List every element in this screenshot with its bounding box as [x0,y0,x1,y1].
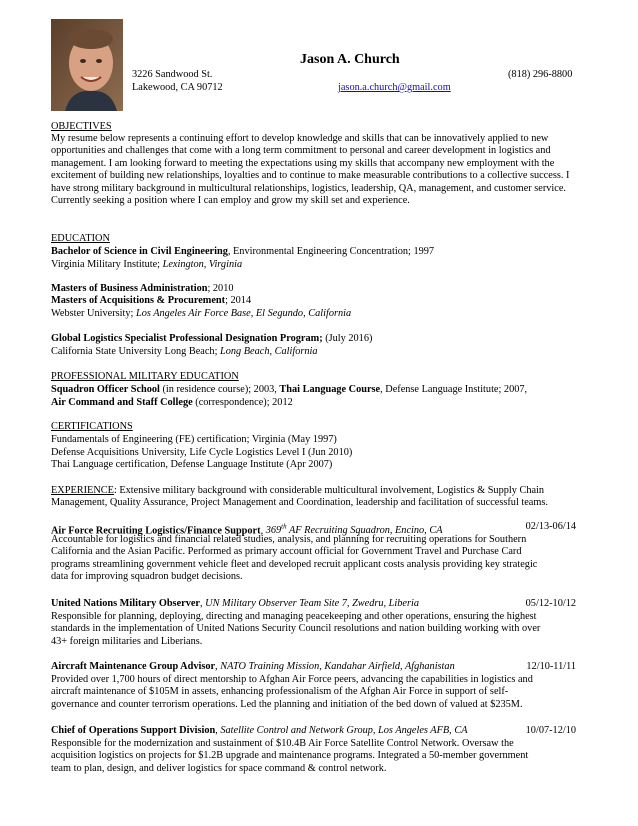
job-separator: , [215,661,221,672]
degree-year: (July 2016) [322,333,373,344]
job-description-line: Provided over 1,700 hours of direct mentorship to Afghan Air Force peers, advancing the capabilities in logistics and [51,673,533,685]
course-name: Thai Language Course [279,384,381,395]
certification-item: Fundamentals of Engineering (FE) certification; Virginia (May 1997) [51,434,337,445]
education-school-1 [51,259,242,272]
job-description-line: data for improving squadron budget decisions. [51,571,243,582]
job-title: Air Force Recruiting Logistics/Finance Support [51,525,261,537]
experience-heading: EXPERIENCE [51,485,114,496]
job-description-line: Accountable for logistics and financial related studies, analysis, and planning for recruiting operations for Southern [51,533,527,545]
military-education-line-2 [51,397,293,410]
job-header [51,661,576,674]
job-organization: Satellite Control and Network Group, Los Angeles AFB, CA [220,725,468,736]
job-organization: 369th AF Recruiting Squadron, Encino, CA [265,523,443,537]
education-school-3 [51,308,351,321]
certification-item: Thai Language certification, Defense Language Institute (Apr 2007) [51,459,333,470]
job-description-line: Responsible for the modernization and sustainment of $10.4B Air Force Satellite Control Network. Oversaw the [51,737,514,749]
school-location: Los Angeles Air Force Base, El Segundo, California [135,308,352,319]
job-entry [51,598,576,648]
email-link[interactable]: jason.a.church@gmail.com [338,82,451,93]
education-entry-2 [51,283,234,296]
degree-name: Masters of Acquisitions & Procurement [51,295,226,306]
military-education-line-1 [51,384,527,397]
certification-item: Defense Acquisitions University, Life Cycle Logistics Level I (Jun 2010) [51,447,353,458]
job-description-line: aircraft maintenance of $105M in assets, enhancing professionalism of the Afghan Air Force in support of self- [51,686,509,697]
school-name: California State University Long Beach; [51,346,220,357]
objectives-heading: OBJECTIVES [51,121,112,132]
job-separator: , [215,725,221,736]
job-header [51,725,576,738]
job-description-line: programs streamlining government vehicle fleet and developed recruit applicant costs analysis providing key strategic [51,558,538,570]
degree-name: Global Logistics Specialist Professional Designation Program; [51,333,323,344]
job-title: Aircraft Maintenance Group Advisor [51,661,216,672]
job-dates: 12/10-11/11 [526,661,576,672]
military-education-heading: PROFESSIONAL MILITARY EDUCATION [51,371,239,382]
job-description-line: team to plan, design, and deliver logistics for space command & control network. [51,762,387,774]
job-description-line: governance and counter terrorism operations. Led the planning and initiation of the bed down of valued at $235M. [51,698,523,710]
job-title: Chief of Operations Support Division [51,725,216,736]
job-dates: 10/07-12/10 [525,725,576,736]
certifications-heading: CERTIFICATIONS [51,421,133,432]
job-description-line: acquisition logistics on projects for $1.2B upgrade and maintenance programs. Integrated a 50-member government [51,750,529,761]
job-entry [51,725,576,775]
job-description-line: 43+ foreign militaries and Liberians. [51,635,203,647]
job-dates: 05/12-10/12 [525,598,576,609]
education-heading: EDUCATION [51,233,110,244]
education-entry-1 [51,246,434,259]
degree-details: , Environmental Engineering Concentration; 1997 [227,246,435,257]
degree-name: Masters of Business Administration [51,283,208,294]
job-separator: , [260,525,266,537]
job-description-line: standards in the implementation of United Nations Security Council resolutions and nation building working with over [51,623,541,634]
education-school-4 [51,346,318,359]
course-details: (correspondence); 2012 [192,397,293,408]
degree-name: Bachelor of Science in Civil Engineering [51,246,228,257]
experience-summary-line-2: Management, Quality Assurance, Project Management and Coordination, leadership and facilitation of successful teams. [51,497,548,508]
degree-year: ; 2014 [225,295,252,306]
course-name: Squadron Officer School [51,384,160,395]
job-header [51,521,576,537]
job-organization: NATO Training Mission, Kandahar Airfield, Afghanistan [220,661,455,672]
objectives-text: My resume below represents a continuing effort to develop knowledge and skills that can be innovatively applied to new opportunities and challenges that come with a long term commitment to personal and career development in logistics and management. I am looking forward to meeting the expectations using my skills that accompany new employment with the excitement of building new relationships, loyalties and to continue to make measurable contributions to a collective success. I have strong military background in multicultural relationships, logistics, leadership, QA, management, and customer service. Currently seeking a position where I can employ and grow my skill set and experience. [51,133,570,207]
job-entry [51,521,576,584]
resume-name: Jason A. Church [300,52,400,67]
education-entry-3 [51,295,251,308]
course-details: , Defense Language Institute; 2007, [380,384,528,395]
school-name: Webster University; [51,308,136,319]
profile-photo-image [51,19,123,111]
degree-year: ; 2010 [207,283,234,294]
job-dates: 02/13-06/14 [525,521,576,532]
school-location: Lexington, Virginia [162,259,243,270]
address-line-2: Lakewood, CA 90712 [132,82,223,93]
job-entry [51,661,576,711]
school-location: Long Beach, California [220,346,318,357]
experience-summary: : Extensive military background with considerable multicultural involvement, Logistics & Supply Chain [113,485,545,496]
address-line-1: 3226 Sandwood St. [132,69,213,80]
course-details: (in residence course); 2003, [159,384,280,395]
job-title: United Nations Military Observer [51,598,200,609]
job-organization: UN Military Observer Team Site 7, Zwedru, Liberia [205,598,420,609]
job-header [51,598,576,611]
phone-number: (818) 296-8800 [508,69,573,80]
education-entry-4 [51,333,372,346]
experience-summary-line-1 [51,485,544,498]
school-name: Virginia Military Institute; [51,259,163,270]
profile-photo [51,19,123,111]
job-description-line: Responsible for planning, deploying, directing and managing peacekeeping and other operations, ensuring the highest [51,610,537,622]
job-separator: , [200,598,206,609]
course-name: Air Command and Staff College [51,397,193,408]
job-description-line: California and the Asian Pacific. Performed as primary account official for Government Travel and Purchase Card [51,546,522,557]
